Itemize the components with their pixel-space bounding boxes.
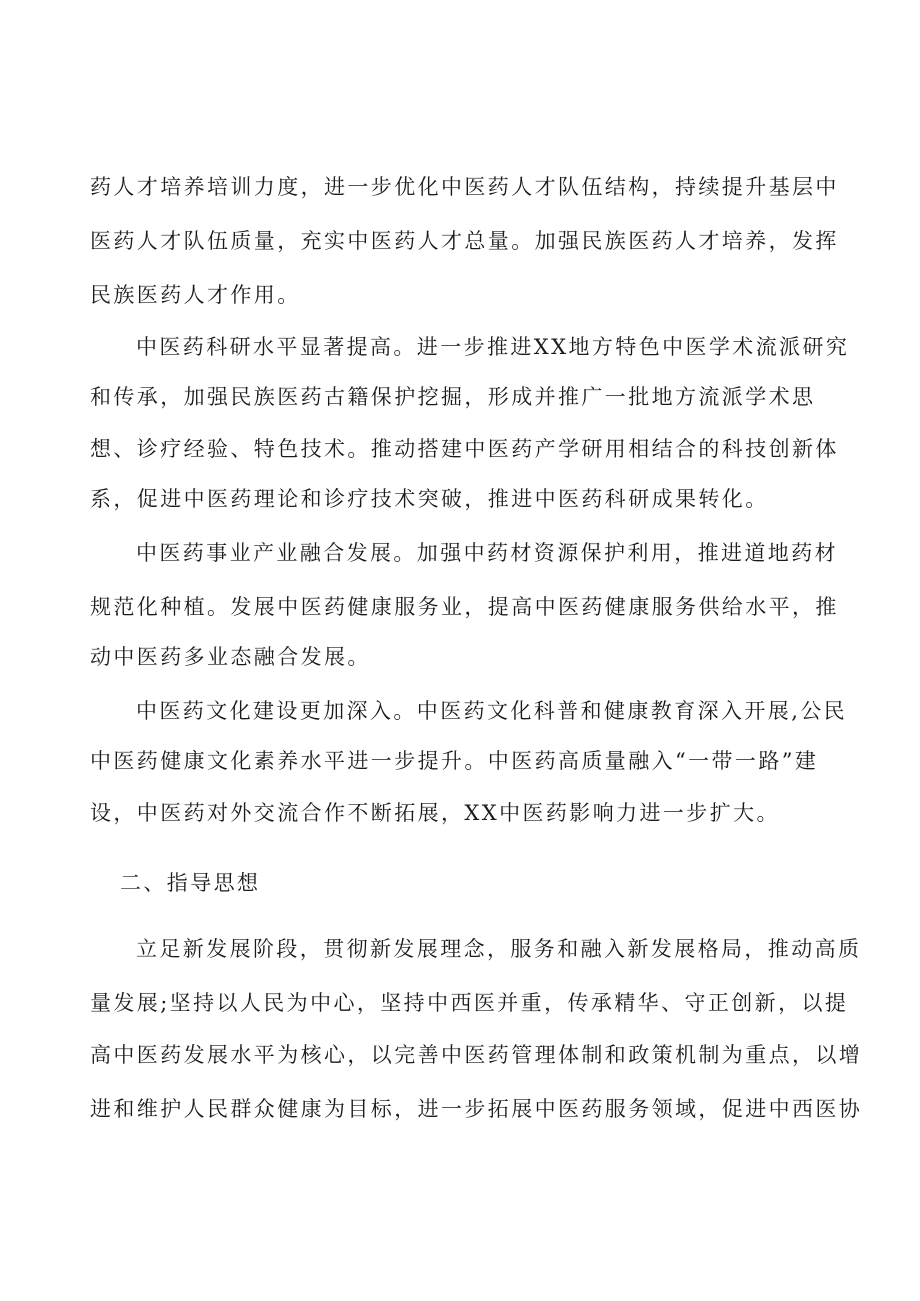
- text-line: 量发展;坚持以人民为中心，坚持中西医并重，传承精华、守正创新，以提: [90, 991, 849, 1015]
- text-line: 设，中医药对外交流合作不断拓展，XX中医药影响力进一步扩大。: [90, 801, 780, 825]
- text-line: 想、诊疗经验、特色技术。推动搭建中医药产学研用相结合的科技创新体: [90, 437, 839, 461]
- text-line: 立足新发展阶段，贯彻新发展理念，服务和融入新发展格局，推动高质: [136, 937, 862, 961]
- text-line: 和传承，加强民族医药古籍保护挖掘，形成并推广一批地方流派学术思: [90, 385, 816, 409]
- text-line: 民族医药人才作用。: [90, 283, 301, 307]
- text-line: 医药人才队伍质量，充实中医药人才总量。加强民族医药人才培养，发挥: [90, 229, 839, 253]
- text-line: 中医药科研水平显著提高。进一步推进XX地方特色中医学术流派研究: [136, 335, 850, 359]
- text-line: 系，促进中医药理论和诊疗技术突破，推进中医药科研成果转化。: [90, 487, 769, 511]
- section-heading: 二、指导思想: [120, 871, 261, 895]
- text-line: 中医药事业产业融合发展。加强中药材资源保护利用，推进道地药材: [136, 541, 838, 565]
- text-line: 中医药文化建设更加深入。中医药文化科普和健康教育深入开展,公民: [136, 699, 848, 723]
- text-line: 规范化种植。发展中医药健康服务业，提高中医药健康服务供给水平，推: [90, 595, 839, 619]
- text-line: 药人才培养培训力度，进一步优化中医药人才队伍结构，持续提升基层中: [90, 175, 839, 199]
- text-line: 中医药健康文化素养水平进一步提升。中医药高质量融入“一带一路”建: [90, 749, 819, 773]
- text-line: 动中医药多业态融合发展。: [90, 645, 371, 669]
- text-line: 高中医药发展水平为核心，以完善中医药管理体制和政策机制为重点，以增: [90, 1043, 863, 1067]
- text-line: 进和维护人民群众健康为目标，进一步拓展中医药服务领域，促进中西医协: [90, 1097, 863, 1121]
